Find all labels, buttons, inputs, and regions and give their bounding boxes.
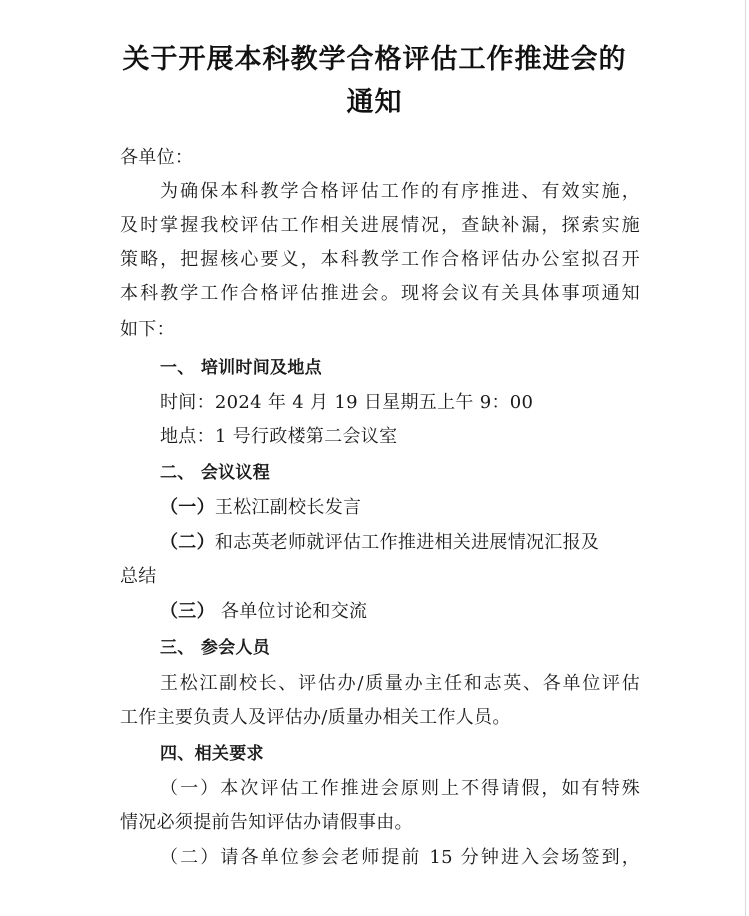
section-3-heading: 三、 参会人员 [160,638,271,658]
agenda-item-2 [160,531,640,555]
document-title-line-2: 通知 [346,87,403,118]
agenda-item-2-number: （二） [160,532,215,553]
intro-line-5: 如下： [120,319,175,340]
agenda-item-3-number: （三） [160,601,215,622]
meeting-place: 地点：1 号行政楼第二会议室 [160,426,398,447]
section-2-heading: 二、 会议议程 [160,463,271,483]
page-edge-divider [745,0,746,916]
agenda-item-1-number: （一） [160,497,215,518]
attendees-line-2: 工作主要负责人及评估办/质量办相关工作人员。 [120,707,511,728]
agenda-item-1-text: 王松江副校长发言 [214,497,362,518]
section-4-heading: 四、相关要求 [160,744,264,764]
requirement-2-line-1: （二）请各单位参会老师提前 15 分钟进入会场签到， [160,847,640,868]
salutation: 各单位： [120,147,194,168]
requirement-1-line-2: 情况必须提前告知评估办请假事由。 [120,812,413,833]
intro-line-3: 策略，把握核心要义，本科教学工作合格评估办公室拟召开 [120,249,640,270]
agenda-item-3-text: 各单位讨论和交流 [214,601,368,622]
agenda-item-2-text: 和志英老师就评估工作推进相关进展情况汇报及 [214,532,600,553]
section-1-heading: 一、 培训时间及地点 [160,358,322,378]
agenda-item-2-continuation: 总结 [120,566,157,587]
document-title-line-1: 关于开展本科教学合格评估工作推进会的 [122,44,627,75]
agenda-item-1 [160,496,640,520]
intro-line-1: 为确保本科教学合格评估工作的有序推进、有效实施， [160,181,640,202]
requirement-1-line-1: （一）本次评估工作推进会原则上不得请假，如有特殊 [160,778,640,799]
intro-line-4: 本科教学工作合格评估推进会。现将会议有关具体事项通知 [120,283,640,304]
agenda-item-3 [160,600,640,624]
intro-line-2: 及时掌握我校评估工作相关进展情况，查缺补漏，探索实施 [120,215,640,236]
attendees-line-1: 王松江副校长、评估办/质量办主任和志英、各单位评估 [160,673,640,694]
meeting-time: 时间：2024 年 4 月 19 日星期五上午 9：00 [160,392,534,413]
